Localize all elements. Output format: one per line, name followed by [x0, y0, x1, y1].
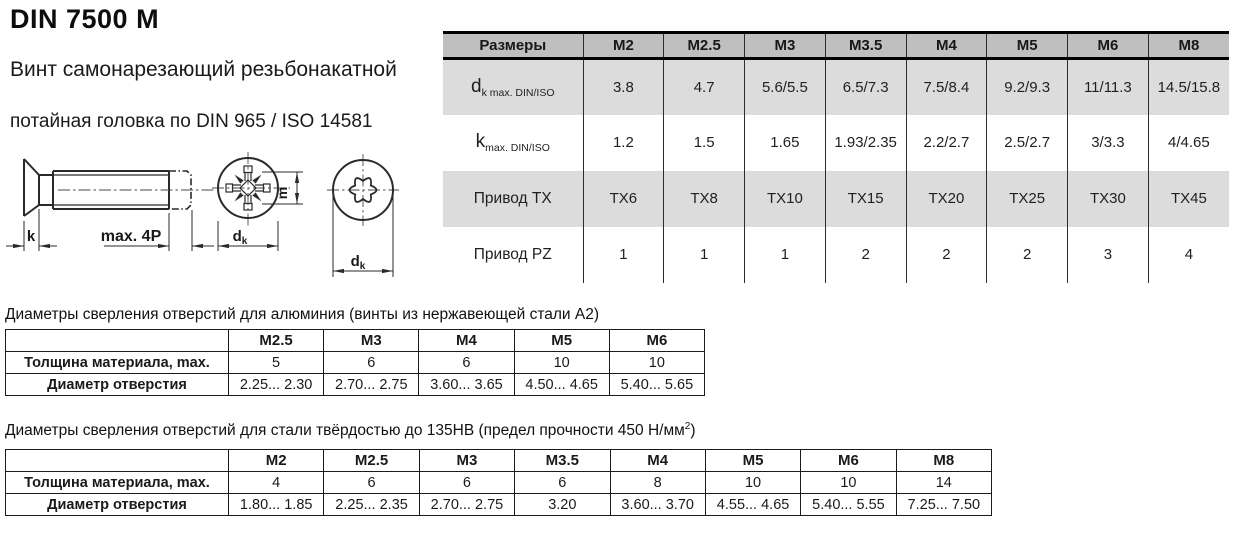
table-cell: 2 [825, 227, 906, 283]
table-cell: TX25 [987, 171, 1068, 227]
column-header [6, 330, 229, 352]
dimension-arrow [192, 244, 203, 248]
row-label: Привод TX [473, 189, 552, 207]
table-cell: 9.2/9.3 [987, 59, 1068, 115]
table-cell: TX8 [664, 171, 745, 227]
column-header: M2 [583, 33, 664, 59]
row-label: $d_{k max. DIN/ISO}$ [470, 75, 555, 99]
dimension-dk-label: $d_k$ [232, 228, 248, 247]
table-cell: 1 [745, 227, 826, 283]
dimension-arrow [267, 244, 278, 248]
row-label: $k_{max. DIN/ISO}$ [475, 131, 550, 154]
table-cell: 6 [324, 352, 419, 374]
dimension-arrow [295, 193, 299, 204]
pz-recess-view [212, 152, 303, 251]
table-row [443, 115, 1229, 171]
dimension-arrow [218, 244, 229, 248]
row-label: Толщина материала, max. [6, 472, 229, 494]
table-cell: 1.5 [664, 115, 745, 171]
table-cell: 2.25... 2.35 [324, 494, 419, 516]
table-cell: 2.25... 2.30 [229, 374, 324, 396]
table-cell: 2.2/2.7 [906, 115, 987, 171]
column-header: M8 [896, 450, 991, 472]
table-cell: 5 [229, 352, 324, 374]
table-cell: 2.70... 2.75 [419, 494, 514, 516]
dimension-k [6, 209, 57, 251]
table-cell: 1 [583, 227, 664, 283]
table-header-row [6, 330, 705, 352]
dimensions-table [443, 31, 1229, 283]
table-cell: 3.60... 3.70 [610, 494, 705, 516]
steel-section-title: Диаметры сверления отверстий для стали твёрдостью до 135HB (предел прочности 450 $Н/мм^2$) [5, 421, 696, 440]
table-cell: 14 [896, 472, 991, 494]
dimension-max-4p [101, 210, 214, 251]
table-header-row [6, 450, 992, 472]
dimension-max4p-label: max. 4P [100, 228, 162, 245]
table-cell: 6 [324, 472, 419, 494]
table-header-row [443, 33, 1229, 59]
table-cell: 1.2 [583, 115, 664, 171]
aluminum-drilling-table [5, 329, 705, 396]
row-label: Привод PZ [473, 245, 552, 263]
table-cell: 4.7 [664, 59, 745, 115]
table-cell: 5.6/5.5 [745, 59, 826, 115]
row-label: Диаметр отверстия [6, 374, 229, 396]
table-cell: 2 [987, 227, 1068, 283]
head-standard-note: потайная головка по DIN 965 / ISO 14581 [10, 111, 373, 132]
column-header: M5 [514, 330, 609, 352]
table-cell: 4.50... 4.65 [514, 374, 609, 396]
table-cell: 7.5/8.4 [906, 59, 987, 115]
table-cell: 3.20 [515, 494, 610, 516]
table-cell: TX20 [906, 171, 987, 227]
dimension-arrow [295, 172, 299, 183]
table-cell: 4 [229, 472, 324, 494]
table-row [443, 59, 1229, 115]
tx-recess-view [327, 154, 399, 277]
column-header: M3 [419, 450, 514, 472]
table-cell: 3.8 [583, 59, 664, 115]
aluminum-section-title: Диаметры сверления отверстий для алюминия (винты из нержавеющей стали A2) [5, 306, 600, 323]
column-header: M2.5 [324, 450, 419, 472]
column-header: M5 [987, 33, 1068, 59]
table-cell: TX30 [1068, 171, 1149, 227]
table-cell: TX45 [1148, 171, 1229, 227]
steel-drilling-table [5, 449, 992, 516]
screw-technical-drawing [0, 140, 440, 290]
column-header: M6 [801, 450, 896, 472]
dimension-arrow [333, 269, 344, 273]
table-cell: 10 [705, 472, 800, 494]
table-cell: 5.40... 5.55 [801, 494, 896, 516]
column-header: M2.5 [229, 330, 324, 352]
column-header: M4 [419, 330, 514, 352]
table-cell: 8 [610, 472, 705, 494]
column-header: M6 [609, 330, 704, 352]
table-cell: TX10 [745, 171, 826, 227]
column-header: M3 [324, 330, 419, 352]
column-header: M8 [1148, 33, 1229, 59]
superscript: 2 [684, 421, 691, 432]
row-label: Толщина материала, max. [6, 352, 229, 374]
table-cell: 6.5/7.3 [825, 59, 906, 115]
column-header: M5 [705, 450, 800, 472]
column-header: M2 [229, 450, 324, 472]
column-header: M4 [906, 33, 987, 59]
table-row [6, 472, 992, 494]
table-cell: 2 [906, 227, 987, 283]
column-header: M3 [745, 33, 826, 59]
table-cell: 1 [664, 227, 745, 283]
table-cell: 3/3.3 [1068, 115, 1149, 171]
row-label: Диаметр отверстия [6, 494, 229, 516]
table-cell: 6 [515, 472, 610, 494]
page-title: DIN 7500 M [10, 4, 160, 34]
table-row [6, 374, 705, 396]
table-cell: 4.55... 4.65 [705, 494, 800, 516]
dimension-k-label: k [26, 228, 36, 245]
table-cell: 10 [801, 472, 896, 494]
table-row [443, 227, 1229, 283]
table-cell: 4 [1148, 227, 1229, 283]
table-cell: 3 [1068, 227, 1149, 283]
dimension-dk-label: $d_k$ [350, 253, 366, 272]
table-cell: 11/11.3 [1068, 59, 1149, 115]
table-row [443, 171, 1229, 227]
column-header: M2.5 [664, 33, 745, 59]
column-header: Размеры [443, 33, 583, 59]
table-cell: 1.80... 1.85 [229, 494, 324, 516]
column-header: M6 [1068, 33, 1149, 59]
column-header [6, 450, 229, 472]
screw-side-view [6, 159, 214, 251]
product-description: Винт самонарезающий резьбонакатной [10, 58, 397, 81]
table-cell: 5.40... 5.65 [609, 374, 704, 396]
dimension-m-label: m [274, 186, 290, 200]
dimension-arrow [39, 244, 50, 248]
table-row [6, 352, 705, 374]
table-cell: 3.60... 3.65 [419, 374, 514, 396]
table-cell: TX15 [825, 171, 906, 227]
table-cell: 6 [419, 352, 514, 374]
table-cell: 1.93/2.35 [825, 115, 906, 171]
table-cell: 2.5/2.7 [987, 115, 1068, 171]
table-cell: 2.70... 2.75 [324, 374, 419, 396]
table-cell: 7.25... 7.50 [896, 494, 991, 516]
table-cell: 4/4.65 [1148, 115, 1229, 171]
table-cell: 1.65 [745, 115, 826, 171]
column-header: M3.5 [515, 450, 610, 472]
table-cell: 14.5/15.8 [1148, 59, 1229, 115]
dimension-arrow [382, 269, 393, 273]
table-cell: 10 [514, 352, 609, 374]
table-cell: 10 [609, 352, 704, 374]
dimension-arrow [13, 244, 24, 248]
column-header: M3.5 [825, 33, 906, 59]
table-row [6, 494, 992, 516]
table-cell: 6 [419, 472, 514, 494]
column-header: M4 [610, 450, 705, 472]
table-cell: TX6 [583, 171, 664, 227]
